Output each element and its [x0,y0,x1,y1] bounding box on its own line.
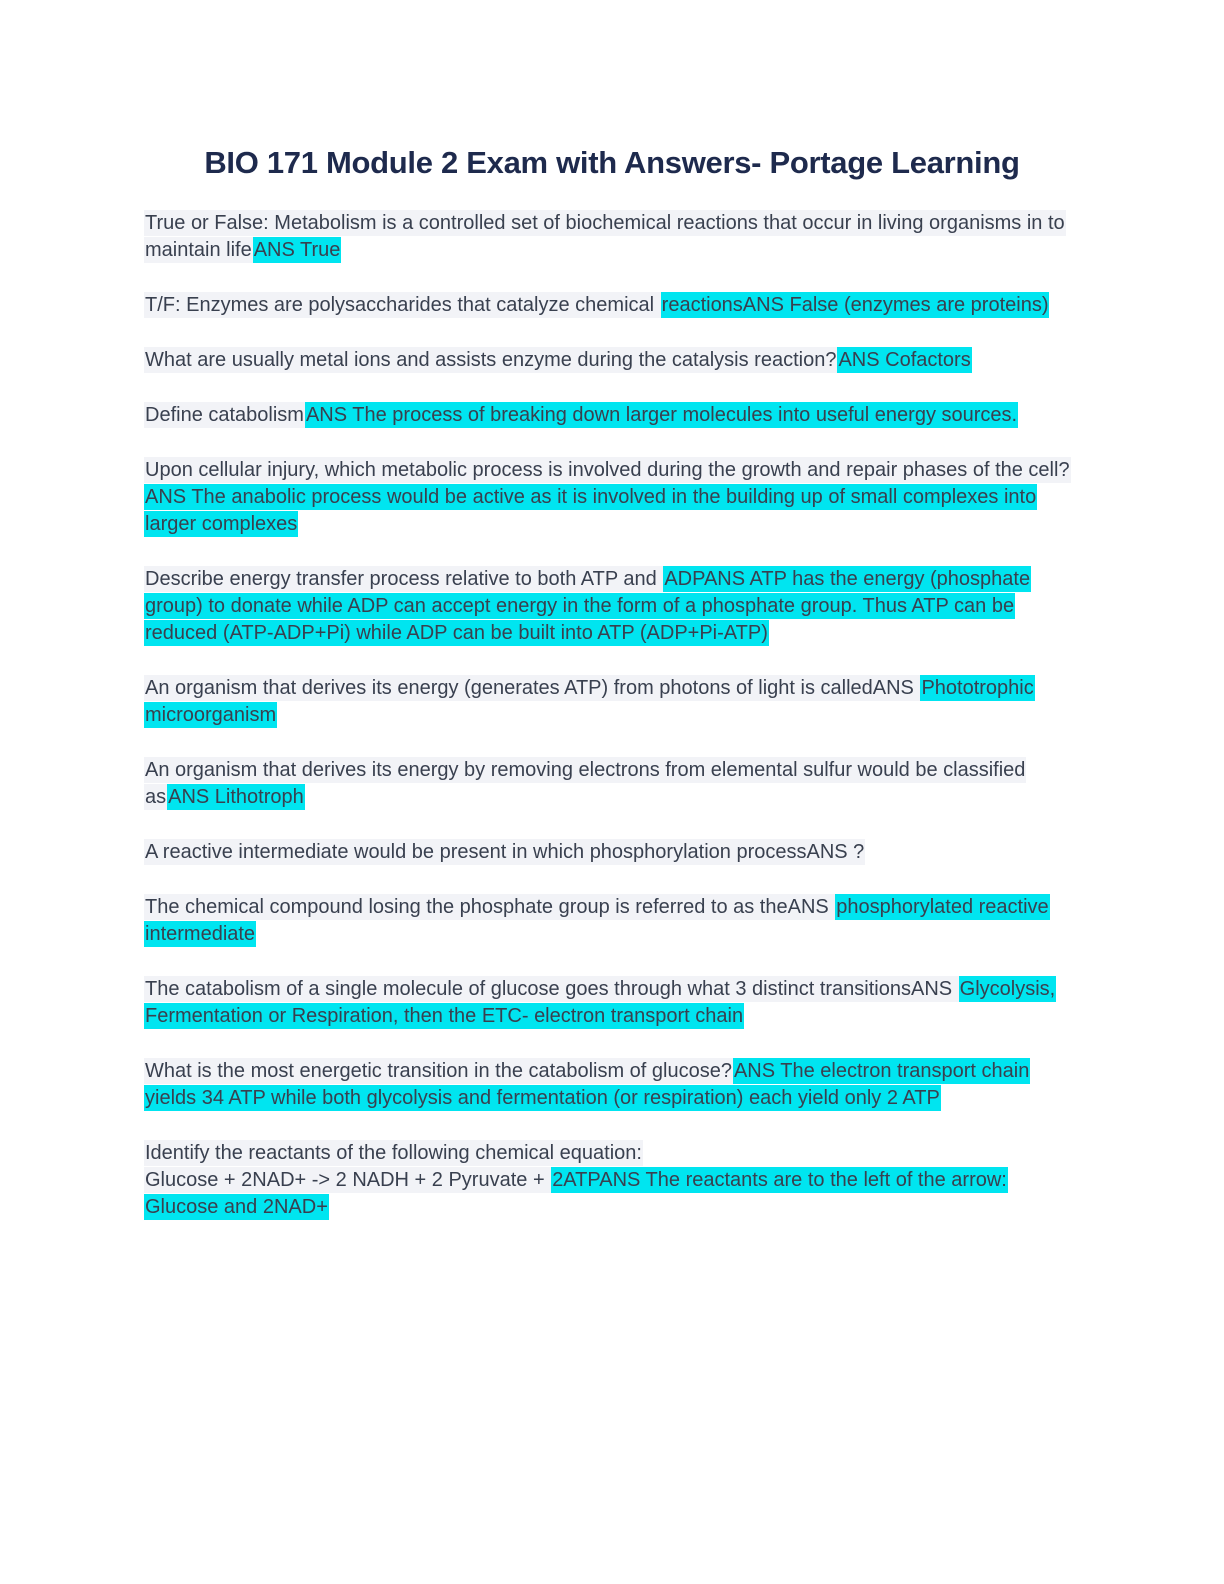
answer-highlight: phosphorylated reactive intermediate [145,896,1049,945]
question-text: True or False: Metabolism is a controlled set of biochemical reactions that occur in living organisms in to maintain life [145,212,1065,261]
qa-paragraph [144,566,1084,647]
answer-highlight: ANS Cofactors [838,349,971,371]
question-text: An organism that derives its energy by removing electrons from elemental sulfur would be classified as [145,759,1026,808]
qa-paragraph [144,675,1084,729]
question-text: An organism that derives its energy (generates ATP) from photons of light is calledANS [145,677,920,699]
qa-paragraph [144,347,1084,374]
question-text: What is the most energetic transition in the catabolism of glucose? [145,1060,732,1082]
qa-paragraph [144,839,1084,866]
qa-paragraph [144,1058,1084,1112]
question-text: A reactive intermediate would be present in which phosphorylation processANS ? [145,841,865,863]
answer-highlight: Glycolysis, Fermentation or Respiration, then the ETC- electron transport chain [145,978,1056,1027]
document-body [144,210,1084,1249]
answer-highlight: ANS True [253,239,341,261]
qa-paragraph [144,757,1084,811]
answer-highlight: ADPANS ATP has the energy (phosphate group) to donate while ADP can accept energy in the form of a phosphate group. Thus ATP can be reduced (ATP-ADP+Pi) while ADP can be built into ATP (ADP+Pi-ATP) [145,568,1031,644]
question-text: Define catabolism [145,404,304,426]
answer-highlight: ANS The process of breaking down larger molecules into useful energy sources. [305,404,1018,426]
page-title: BIO 171 Module 2 Exam with Answers- Portage Learning [204,145,1020,180]
answer-highlight: ANS The anabolic process would be active as it is involved in the building up of small complexes into larger complexes [145,486,1037,535]
answer-highlight: ANS The electron transport chain yields 34 ATP while both glycolysis and fermentation (or respiration) each yield only 2 ATP [145,1060,1030,1109]
qa-paragraph [144,292,1084,319]
qa-paragraph [144,1140,1084,1221]
question-text: The chemical compound losing the phosphate group is referred to as theANS [145,896,835,918]
answer-highlight: reactionsANS False (enzymes are proteins) [661,294,1049,316]
qa-paragraph [144,894,1084,948]
question-text: What are usually metal ions and assists enzyme during the catalysis reaction? [145,349,837,371]
question-text: Describe energy transfer process relative to both ATP and [145,568,663,590]
question-text: The catabolism of a single molecule of glucose goes through what 3 distinct transitionsANS [145,978,958,1000]
answer-highlight: ANS Lithotroph [168,786,304,808]
qa-paragraph [144,457,1084,538]
question-text: Identify the reactants of the following chemical equation: [145,1142,642,1164]
qa-paragraph [144,976,1084,1030]
answer-highlight: Phototrophic microorganism [145,677,1034,726]
answer-highlight: 2ATPANS The reactants are to the left of the arrow: Glucose and 2NAD+ [145,1169,1007,1218]
qa-paragraph [144,402,1084,429]
question-text: T/F: Enzymes are polysaccharides that catalyze chemical [145,294,660,316]
question-text: Upon cellular injury, which metabolic process is involved during the growth and repair phases of the cell? [145,459,1070,481]
question-text: Glucose + 2NAD+ -> 2 NADH + 2 Pyruvate + [145,1169,551,1191]
qa-paragraph [144,210,1084,264]
